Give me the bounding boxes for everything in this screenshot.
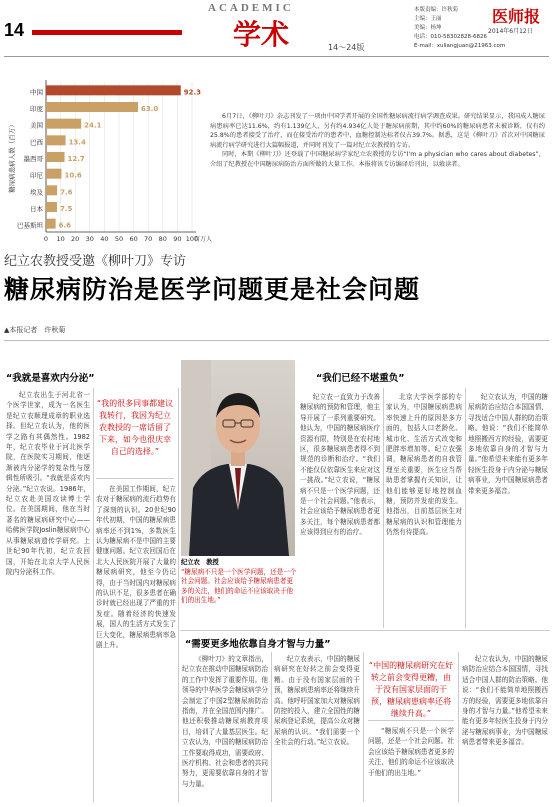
chart-data-label: 7.5 [59,205,73,213]
section-heading: “我就是喜欢内分泌” [6,373,95,384]
chart-tick-label: 20 [71,235,80,243]
column-text: 在美国工作期间，纪立农对于糖尿病的流行趋势有了深刻的认识。20世纪90年代初期，中国的糖尿病患病率还不到1%，多数医生认为糖尿病不是中国的主要健康问题。纪立农回国后在北大人民医院开展了大量的糖尿病研究，他至今仍记得，由于当时国内对糖尿病的认识不足，很多患者在确诊时就已经出现了严重的并发症。随着经济的快速发展，国人的生活方式发生了巨大变化，糖尿病患病率急剧上升。 [96,485,176,650]
byline: ▲本报记者 许秋菊 [4,326,66,334]
chart-bar [46,202,57,212]
photo-caption [181,558,299,606]
caption-quote: “糖尿病不只是一个医学问题，还是一个社会问题。社会应该给予糖尿病患者更多的关注，他们的命运不应该取决于他们的出生地。” [181,567,297,604]
column-text: 纪立农表示，中国的糖尿病研究在好转之前会变得更糟。由于没有国家层面的干预，糖尿病患病率还将继续升高。他呼吁国家加大对糖尿病防控的投入，建立全国性的糖尿病登记系统，提高公众对糖尿病的认识。“我们需要一个全社会的行动。”纪立农说。 [274,655,360,747]
column-divider [93,388,94,802]
chart-category-label: 埃及 [30,188,43,197]
editor-info-line: 本版责编：许秋菊 [414,7,459,13]
chart-category-label: 巴西 [30,138,43,147]
abstract-paragraph: 6月7日，《柳叶刀》杂志刊发了一项由中国学者开展的全国性糖尿病流行病学调查成果。研究结果显示，我国成人糖尿病患病率已达11.6%，约有1.139亿人，另有约4.934亿人处于糖尿病前期，其中约60%的糖尿病患者未被诊断，仅有约25.8%的患者接受了治疗，而在接受治疗的患者中，血糖控制达标者仅占39.7%。据悉，这是《柳叶刀》首次对中国糖尿病流行病学研究进行大篇幅报道，并同时刊发了一篇对纪立农教授的专访。 [210,113,545,149]
chart-category-label: 墨西哥 [23,155,43,163]
chart-category-label: 日本 [30,205,43,213]
column-divider [458,652,459,802]
column-divider [383,388,384,628]
column-divider [271,652,272,802]
abstract-paragraph: 同时，本期《柳叶刀》还登载了中国糖尿病学家纪立农教授的专访“I'm a physician who cares about diabetes”，介绍了纪教授在中国糖尿病防治方面所做的大量工作。本报将该专访编译后刊出，以飨读者。 [210,151,545,168]
chart-category-label: 巴基斯坦 [17,221,43,230]
article-headline: 糖尿病防治是医学问题更是社会问题 [4,275,421,304]
caption-name: 纪立农 教授 [181,559,219,566]
editor-info-line: 电话：010-58302828-6826 [414,34,487,40]
chart-tick-label: 10 [56,235,65,243]
chart-tick-label: 80 [158,235,167,243]
chart-bar [46,169,61,179]
chart-bar [46,185,57,195]
pull-quote-rule [368,720,454,721]
page-number-bar [32,30,182,35]
chart-tick-label: 90 [173,235,182,243]
column-text: 纪立农出生于河北省一个医学世家，成为一名医生是纪立农顺理成章的职业选择。但纪立农认为，他的医学之路有其偶然性。1982年，纪立农毕业于河北医学院，在医院实习期间，他逐渐被内分泌学的复杂性与逻辑性所吸引。“我就是喜欢内分泌。”纪立农说。1986年，纪立农赴美国攻读博士学位。在美国期间，他在当时著名的糖尿病研究中心——哈佛医学院Joslin糖尿病中心从事糖尿病遗传学研究。上世纪90年代初，纪立农回国，开始在北京大学人民医院内分泌科工作。 [6,391,90,576]
page-number: 14 [4,20,25,40]
column-text: 纪立农认为，中国的糖尿病防治应结合本国国情，寻找适合中国人群的防治策略。他说：“我们不能简单地照搬西方的经验，需要更多地依靠自身的才智与力量。”他希望未来能有更多年轻医生投身于内分泌与糖尿病事业，为中国糖尿病患者带来更多福音。 [462,655,548,747]
section-heading: “需要更多地依靠自身才智与力量” [185,639,331,650]
chart-bar [46,102,138,112]
chart-tick-label: 100 [185,235,199,243]
chart-tick-label: 40 [100,235,109,243]
editor-info-line: E-mail：xuliangjuan@21963.com [414,43,506,49]
column-divider [178,388,179,802]
headline-rule [4,340,549,341]
page-header [0,0,553,60]
chart-tick-label: 30 [85,235,94,243]
chart-data-label: 24.1 [84,121,102,130]
chart-bar [46,152,65,162]
portrait-photo [181,360,295,556]
column-text: 纪立农认为，中国的糖尿病防治应结合本国国情，寻找适合中国人群的防治策略。他说：“我们不能简单地照搬西方的经验，需要更多地依靠自身的才智与力量。”他希望未来能有更多年轻医生投身于内分泌与糖尿病事业，为中国糖尿病患者带来更多福音。 [468,393,548,495]
chart-tick-label: 60 [129,235,138,243]
section-rule [180,630,550,631]
edition-label: 14～24版 [328,43,365,52]
header-rule [4,56,549,57]
article-subtitle: 纪立农教授受邀《柳叶刀》专访 [4,254,187,269]
chart-bar [46,85,181,95]
editor-info-line: 主编：王丽 [414,16,442,22]
chart-category-label: 印尼 [30,171,43,180]
chart-unit-label: 百万人 [194,236,213,243]
chart-data-label: 12.7 [67,155,85,163]
section-label: ACADEMIC [208,2,294,14]
portrait-illustration [181,360,295,556]
column-text: 《柳叶刀》的文章指出，纪立农在推动中国糖尿病防治的工作中发挥了重要作用。他领导的中华医学会糖尿病学分会制定了中国2型糖尿病防治指南，并在全国范围内推广。他还积极推动糖尿病教育项目，培训了大量基层医生。纪立农认为，中国的糖尿病防治工作要取得成功，需要政府、医疗机构、社会和患者的共同努力，更需要依靠自身的才智与力量。 [182,655,268,788]
diabetes-bar-chart [4,60,213,250]
section-heading: “我们已经不堪重负” [316,373,405,384]
chart-svg [4,60,213,250]
column-text: 北京大学医学部的专家认为，中国糖尿病患病率快速上升的原因是多方面的，包括人口老龄化、城市化、生活方式改变和肥胖率增加等。纪立农强调，糖尿病患者的自我管理至关重要，医生应当帮助患者掌握有关知识，让他们能够更好地控制血糖，预防并发症的发生。他指出，目前基层医生对糖尿病的认识和管理能力仍然有待提高。 [386,393,462,537]
section-title: 学术 [233,18,290,51]
chart-data-label: 10.6 [64,171,82,180]
chart-data-label: 6.6 [58,221,72,230]
column-divider [363,652,364,802]
paper-logo: 医师报 [492,7,541,26]
chart-category-label: 印度 [30,105,43,113]
chart-data-label: 7.6 [60,188,73,197]
column-text: 纪立农一直致力于改善糖尿病的预防和管理，他主导开展了一系列重要研究。他认为，中国的糖尿病医疗资源有限，特别是在农村地区，很多糖尿病患者得不到规范的诊断和治疗。“我们不能仅仅依靠医生来应对这一挑战。”纪立农说，“糖尿病不只是一个医学问题，还是一个社会问题。”他表示，社会应该给予糖尿病患者更多关注，每个糖尿病患者都应该得到应有的治疗。 [300,393,380,537]
chart-tick-label: 0 [43,235,49,243]
column-text: “糖尿病不只是一个医学问题，还是一个社会问题。社会应该给予糖尿病患者更多的关注，他们的命运不应该取决于他们的出生地。” [368,727,454,777]
chart-bar [46,135,66,145]
chart-bar [46,119,81,129]
chart-data-label: 63.0 [140,105,159,113]
chart-bar [46,219,56,229]
column-divider [465,388,466,628]
editor-info-line: 美编：杨坤 [414,25,442,31]
chart-tick-label: 50 [114,235,124,243]
issue-date: 2014年6月12日 [488,28,533,35]
chart-category-label: 中国 [30,88,43,97]
pull-quote-rule [96,478,174,479]
chart-data-label: 13.4 [68,138,86,147]
chart-y-axis-title: 糖尿病患病人数（百万） [8,121,16,193]
pull-quote: “我的很多同事都建议我转行，我因为纪立农教授的一席话留了下来，如今也很庆幸自己的选择。” [96,399,174,456]
chart-data-label: 92.3 [183,88,202,97]
chart-tick-label: 70 [144,235,153,243]
chart-category-label: 美国 [30,121,43,130]
pull-quote: “中国的糖尿病研究在好转之前会变得更糟，由于没有国家层面的干预，糖尿病患病率还将继续升高。” [368,661,454,718]
abstract-block [210,112,545,170]
